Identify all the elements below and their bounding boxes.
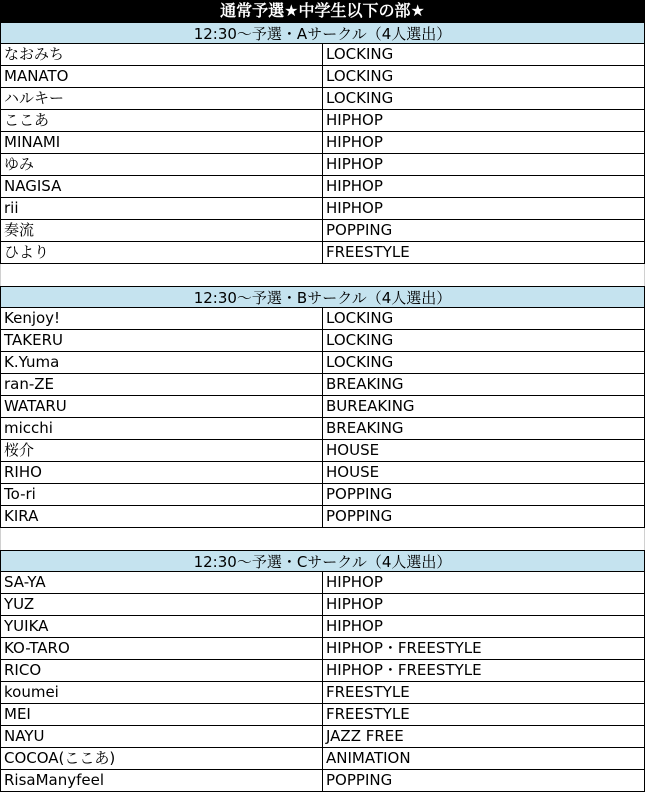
dance-genre: LOCKING [326,89,394,107]
dancer-name: なおみち [1,44,323,65]
dancer-name: NAGISA [1,176,323,197]
section-c-circle [0,550,645,792]
entry-list [0,44,645,264]
table-row [0,44,645,66]
dancer-name: COCOA(ここあ) [1,748,323,769]
dancer-name: koumei [1,682,323,703]
dance-genre: HIPHOP・FREESTYLE [326,639,482,657]
dance-genre: POPPING [326,485,393,503]
dancer-name: K.Yuma [1,352,323,373]
table-row [0,330,645,352]
dancer-name: SA-YA [1,572,323,593]
dance-genre: FREESTYLE [326,683,410,701]
table-row [0,462,645,484]
dance-genre: HIPHOP [326,617,383,635]
table-row [0,440,645,462]
dancer-name: MINAMI [1,132,323,153]
table-row [0,220,645,242]
dancer-name: ran-ZE [1,374,323,395]
dancer-name: MEI [1,704,323,725]
dance-genre: POPPING [326,221,393,239]
dancer-name: ひより [1,242,323,263]
dancer-name: rii [1,198,323,219]
dancer-name: RisaManyfeel [1,770,323,791]
dancer-name: YUIKA [1,616,323,637]
dance-genre: HIPHOP [326,155,383,173]
dance-genre: HOUSE [326,463,380,481]
table-row [0,88,645,110]
dance-genre: HIPHOP [326,199,383,217]
dance-genre: FREESTYLE [326,705,410,723]
dancer-name: KO-TARO [1,638,323,659]
dance-genre: HIPHOP [326,111,383,129]
entry-list [0,308,645,528]
table-row [0,154,645,176]
table-row [0,374,645,396]
table-row [0,660,645,682]
dancer-name: KIRA [1,506,323,527]
dancer-name: MANATO [1,66,323,87]
table-row [0,748,645,770]
dance-genre: JAZZ FREE [326,727,404,745]
table-row [0,484,645,506]
dancer-name: micchi [1,418,323,439]
dance-genre: HIPHOP [326,595,383,613]
table-row [0,726,645,748]
section-gap [0,528,645,550]
dancer-name: TAKERU [1,330,323,351]
dancer-name: YUZ [1,594,323,615]
section-gap [0,264,645,286]
dancer-name: WATARU [1,396,323,417]
table-row [0,770,645,792]
dancer-name: To-ri [1,484,323,505]
table-row [0,594,645,616]
dance-genre: BREAKING [326,375,404,393]
table-row [0,396,645,418]
dancer-name: ここあ [1,110,323,131]
section-header: 12:30～予選・Cサークル（4人選出） [0,550,645,572]
dance-genre: LOCKING [326,309,394,327]
dancer-name: 奏流 [1,220,323,241]
dancer-name: ハルキー [1,88,323,109]
dance-genre: HIPHOP [326,177,383,195]
dancer-name: RIHO [1,462,323,483]
dance-genre: ANIMATION [326,749,411,767]
dance-genre: BUREAKING [326,397,415,415]
table-row [0,682,645,704]
table-row [0,198,645,220]
dance-genre: BREAKING [326,419,404,437]
table-row [0,176,645,198]
table-row [0,704,645,726]
dancer-name: ゆみ [1,154,323,175]
dancer-name: NAYU [1,726,323,747]
table-row [0,242,645,264]
dance-genre: LOCKING [326,45,394,63]
table-row [0,418,645,440]
table-row [0,110,645,132]
section-header: 12:30～予選・Bサークル（4人選出） [0,286,645,308]
dancer-name: 桜介 [1,440,323,461]
table-row [0,66,645,88]
dance-genre: HOUSE [326,441,380,459]
table-row [0,308,645,330]
dance-genre: POPPING [326,507,393,525]
table-row [0,572,645,594]
table-row [0,132,645,154]
dance-genre: HIPHOP・FREESTYLE [326,661,482,679]
dancer-name: RICO [1,660,323,681]
table-row [0,352,645,374]
dance-genre: LOCKING [326,331,394,349]
dance-genre: HIPHOP [326,133,383,151]
sheet-title: 通常予選★中学生以下の部★ [0,0,645,22]
entry-list [0,572,645,792]
section-header: 12:30～予選・Aサークル（4人選出） [0,22,645,44]
dance-genre: LOCKING [326,353,394,371]
dance-genre: HIPHOP [326,573,383,591]
dance-genre: LOCKING [326,67,394,85]
dance-genre: POPPING [326,771,393,789]
dance-genre: FREESTYLE [326,243,410,261]
table-row [0,616,645,638]
section-b-circle [0,286,645,528]
dancer-name: Kenjoy! [1,308,323,329]
table-row [0,638,645,660]
table-row [0,506,645,528]
section-a-circle [0,22,645,264]
